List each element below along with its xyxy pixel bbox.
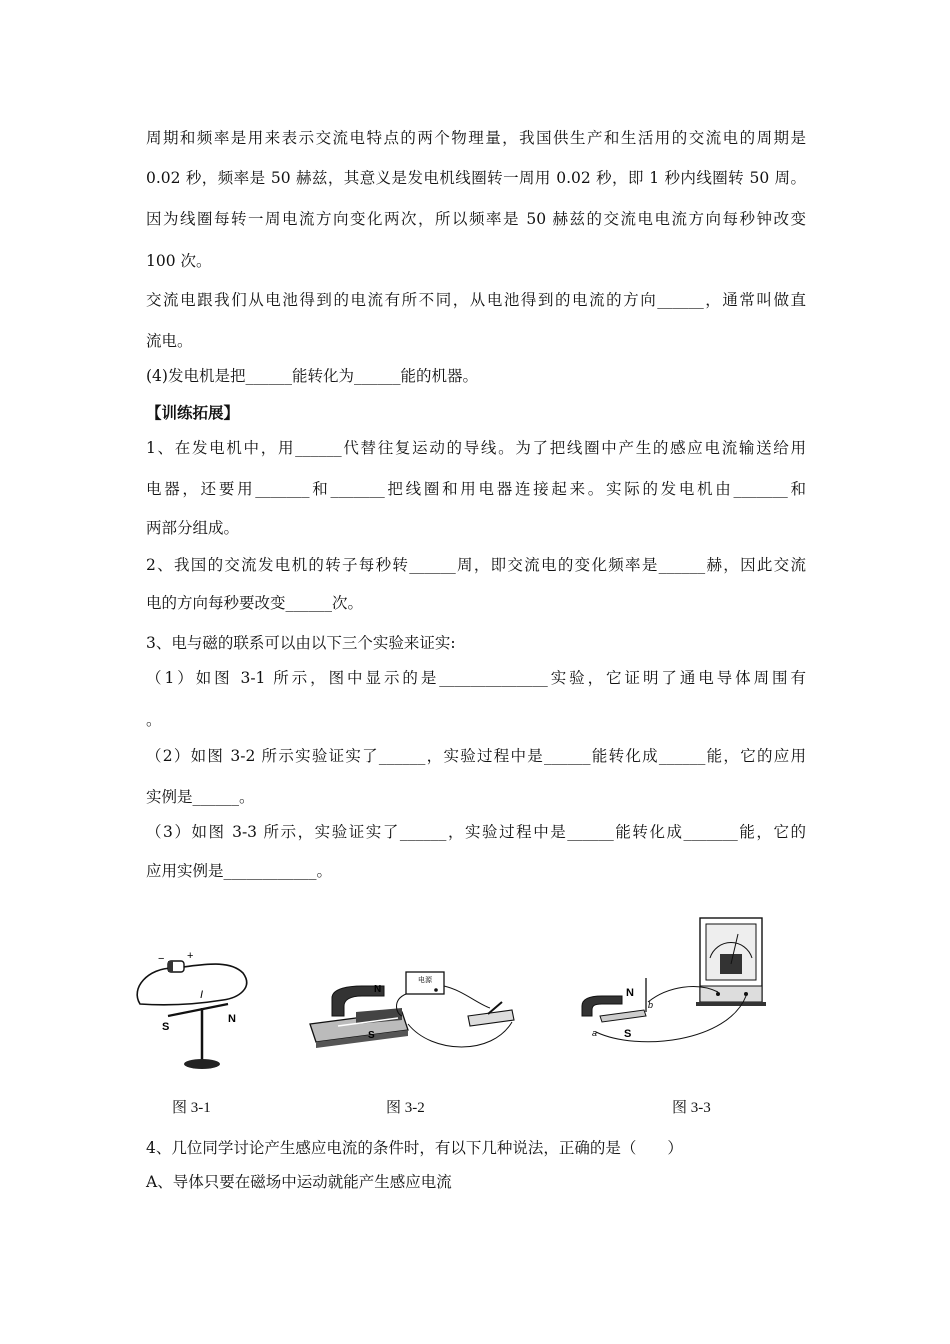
text-line: （1）如图 3-1 所示，图中显示的是______________实验，它证明了通电导体周围有 — [146, 669, 806, 687]
figure-3-3-generator-experiment — [578, 912, 778, 1052]
text-line: 4、几位同学讨论产生感应电流的条件时，有以下几种说法，正确的是（ ） — [146, 1139, 683, 1157]
text-line: 因为线圈每转一周电流方向变化两次，所以频率是 50 赫兹的交流电电流方向每秒钟改变 — [146, 210, 806, 228]
figure-caption: 图 3-1 — [172, 1100, 211, 1116]
text-line: 100 次。 — [146, 252, 212, 270]
text-line: 应用实例是____________。 — [146, 862, 333, 880]
text-line: 2、我国的交流发电机的转子每秒转______周，即交流电的变化频率是______赫，因此交流 — [146, 556, 806, 574]
svg-text:−: − — [158, 953, 165, 965]
text-line: 实例是______。 — [146, 788, 255, 806]
svg-text:N: N — [228, 1013, 236, 1025]
text-line: （3）如图 3-3 所示，实验证实了______，实验过程中是______能转化成_______能，它的 — [146, 823, 806, 841]
text-line: (4)发电机是把______能转化为______能的机器。 — [146, 367, 478, 385]
text-line: 0.02 秒，频率是 50 赫兹，其意义是发电机线圈转一周用 0.02 秒，即 1 秒内线圈转 50 周。 — [146, 169, 806, 187]
text-line: 电器，还要用_______和_______把线圈和用电器连接起来。实际的发电机由_______和 — [146, 480, 806, 498]
figure-caption: 图 3-3 — [672, 1100, 711, 1116]
text-line: （2）如图 3-2 所示实验证实了______，实验过程中是______能转化成______能，它的应用 — [146, 747, 806, 765]
text-line: 两部分组成。 — [146, 519, 240, 537]
svg-text:b: b — [648, 1000, 654, 1010]
svg-text:I: I — [200, 989, 204, 1001]
text-line: 电的方向每秒要改变______次。 — [146, 594, 364, 612]
svg-text:N: N — [626, 987, 634, 999]
text-line: 3、电与磁的联系可以由以下三个实验来证实: — [146, 634, 456, 652]
text-line: A、导体只要在磁场中运动就能产生感应电流 — [146, 1173, 452, 1191]
text-line: 。 — [146, 711, 162, 729]
text-line: 交流电跟我们从电池得到的电流有所不同，从电池得到的电流的方向______，通常叫做直 — [146, 291, 806, 309]
svg-text:+: + — [187, 950, 194, 962]
svg-text:a: a — [592, 1028, 598, 1038]
text-line: 1、在发电机中，用______代替往复运动的导线。为了把线圈中产生的感应电流输送给用 — [146, 439, 806, 457]
svg-text:S: S — [368, 1030, 375, 1041]
figure-3-2-motor-experiment — [302, 964, 517, 1068]
text-line: 周期和频率是用来表示交流电特点的两个物理量，我国供生产和生活用的交流电的周期是 — [146, 129, 806, 147]
text-line: 流电。 — [146, 332, 193, 350]
svg-text:N: N — [374, 984, 382, 995]
svg-text:电源: 电源 — [418, 977, 432, 984]
figure-3-1-oersted-experiment — [128, 938, 253, 1074]
svg-text:S: S — [624, 1028, 632, 1040]
svg-text:S: S — [162, 1021, 170, 1033]
section-heading: 【训练拓展】 — [146, 403, 240, 422]
figure-caption: 图 3-2 — [386, 1100, 425, 1116]
